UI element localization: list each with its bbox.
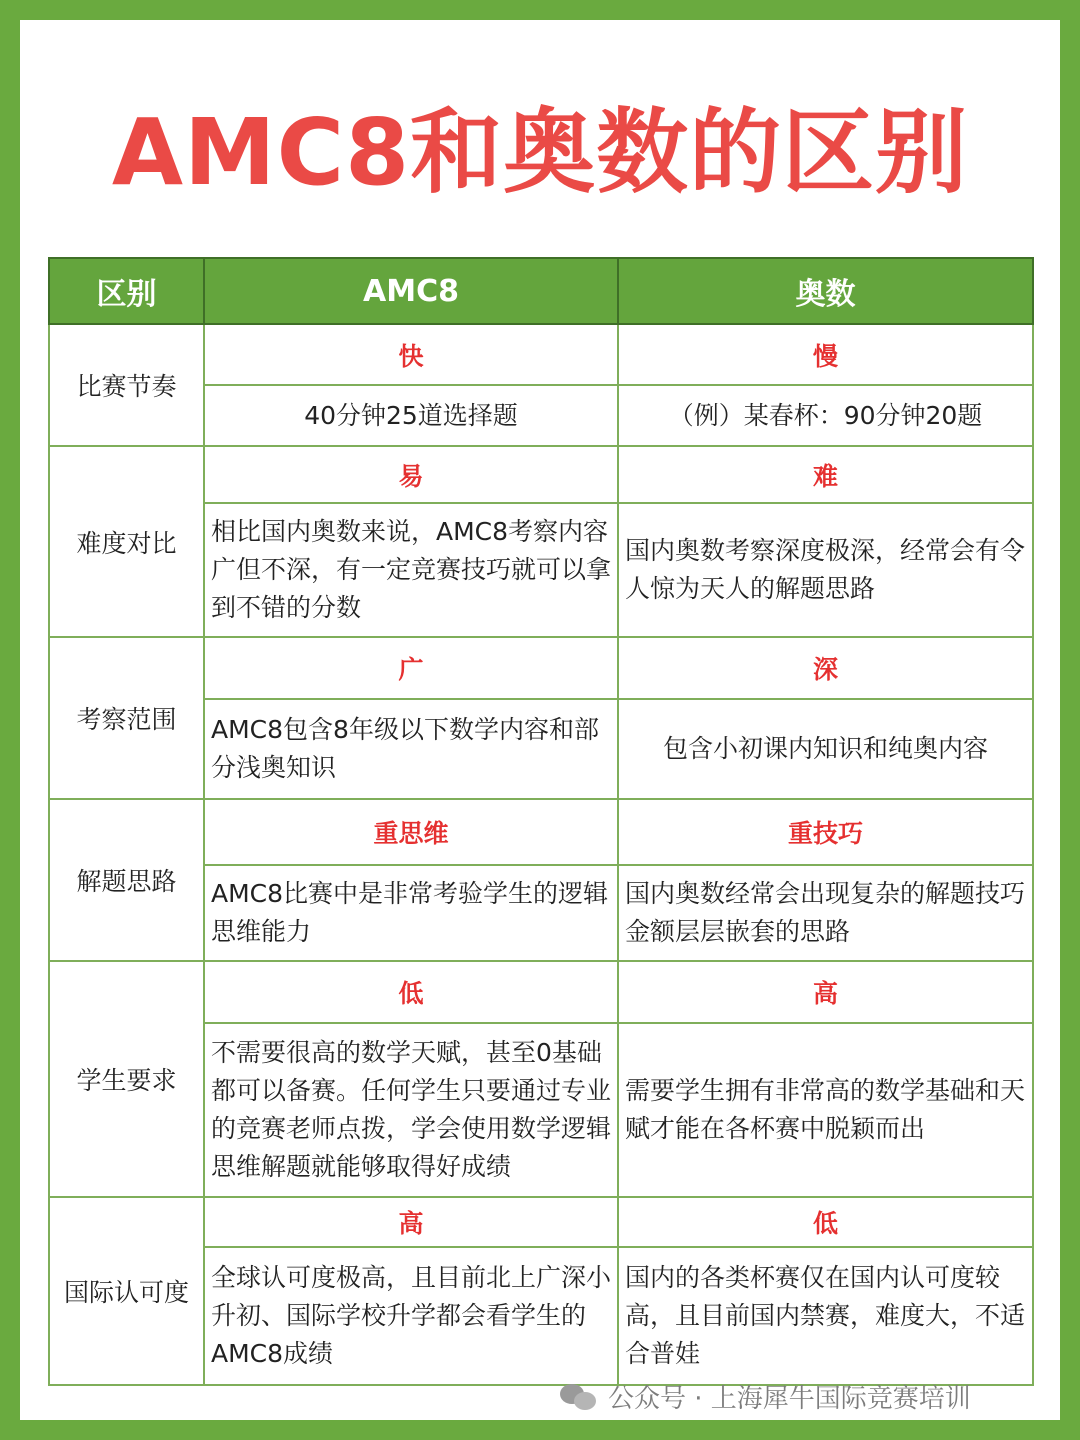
watermark-text: 公众号 · 上海犀牛国际竞赛培训 [608, 1384, 971, 1414]
aoshu-keyword: 重技巧 [618, 799, 1033, 865]
row-category: 学生要求 [49, 961, 204, 1197]
amc8-keyword: 重思维 [204, 799, 618, 865]
amc8-description: 相比国内奥数来说，AMC8考察内容广但不深，有一定竞赛技巧就可以拿到不错的分数 [204, 503, 618, 637]
row-category: 难度对比 [49, 446, 204, 637]
table-header-row [49, 258, 1033, 324]
table-row [49, 799, 1033, 865]
header-aoshu: 奥数 [618, 258, 1033, 324]
aoshu-description: 包含小初课内知识和纯奥内容 [618, 699, 1033, 799]
aoshu-keyword: 难 [618, 446, 1033, 503]
poster-card [20, 20, 1060, 1420]
amc8-keyword: 低 [204, 961, 618, 1023]
wechat-icon [560, 1382, 598, 1412]
aoshu-description: 需要学生拥有非常高的数学基础和天赋才能在各杯赛中脱颖而出 [618, 1023, 1033, 1197]
amc8-keyword: 易 [204, 446, 618, 503]
amc8-description: 40分钟25道选择题 [204, 385, 618, 446]
table-row [49, 446, 1033, 503]
amc8-keyword: 快 [204, 324, 618, 385]
aoshu-description: 国内奥数考察深度极深，经常会有令人惊为天人的解题思路 [618, 503, 1033, 637]
amc8-description: 全球认可度极高，且目前北上广深小升初、国际学校升学都会看学生的AMC8成绩 [204, 1247, 618, 1385]
page-title: AMC8和奥数的区别 [111, 99, 969, 206]
watermark [560, 1378, 971, 1415]
table-row [49, 637, 1033, 699]
aoshu-description: 国内奥数经常会出现复杂的解题技巧金额层层嵌套的思路 [618, 865, 1033, 961]
aoshu-keyword: 高 [618, 961, 1033, 1023]
header-category: 区别 [49, 258, 204, 324]
amc8-description: 不需要很高的数学天赋，甚至0基础都可以备赛。任何学生只要通过专业的竞赛老师点拨，学会使用数学逻辑思维解题就能够取得好成绩 [204, 1023, 618, 1197]
aoshu-description: （例）某春杯：90分钟20题 [618, 385, 1033, 446]
aoshu-keyword: 低 [618, 1197, 1033, 1247]
aoshu-description: 国内的各类杯赛仅在国内认可度较高，且目前国内禁赛，难度大，不适合普娃 [618, 1247, 1033, 1385]
row-category: 考察范围 [49, 637, 204, 799]
row-category: 国际认可度 [49, 1197, 204, 1385]
table-row [49, 1197, 1033, 1247]
amc8-description: AMC8包含8年级以下数学内容和部分浅奥知识 [204, 699, 618, 799]
amc8-description: AMC8比赛中是非常考验学生的逻辑思维能力 [204, 865, 618, 961]
amc8-keyword: 广 [204, 637, 618, 699]
table-row [49, 324, 1033, 385]
header-amc8: AMC8 [204, 258, 618, 324]
row-category: 解题思路 [49, 799, 204, 961]
amc8-keyword: 高 [204, 1197, 618, 1247]
table-row [49, 961, 1033, 1023]
aoshu-keyword: 深 [618, 637, 1033, 699]
aoshu-keyword: 慢 [618, 324, 1033, 385]
row-category: 比赛节奏 [49, 324, 204, 446]
comparison-table [48, 257, 1034, 1386]
